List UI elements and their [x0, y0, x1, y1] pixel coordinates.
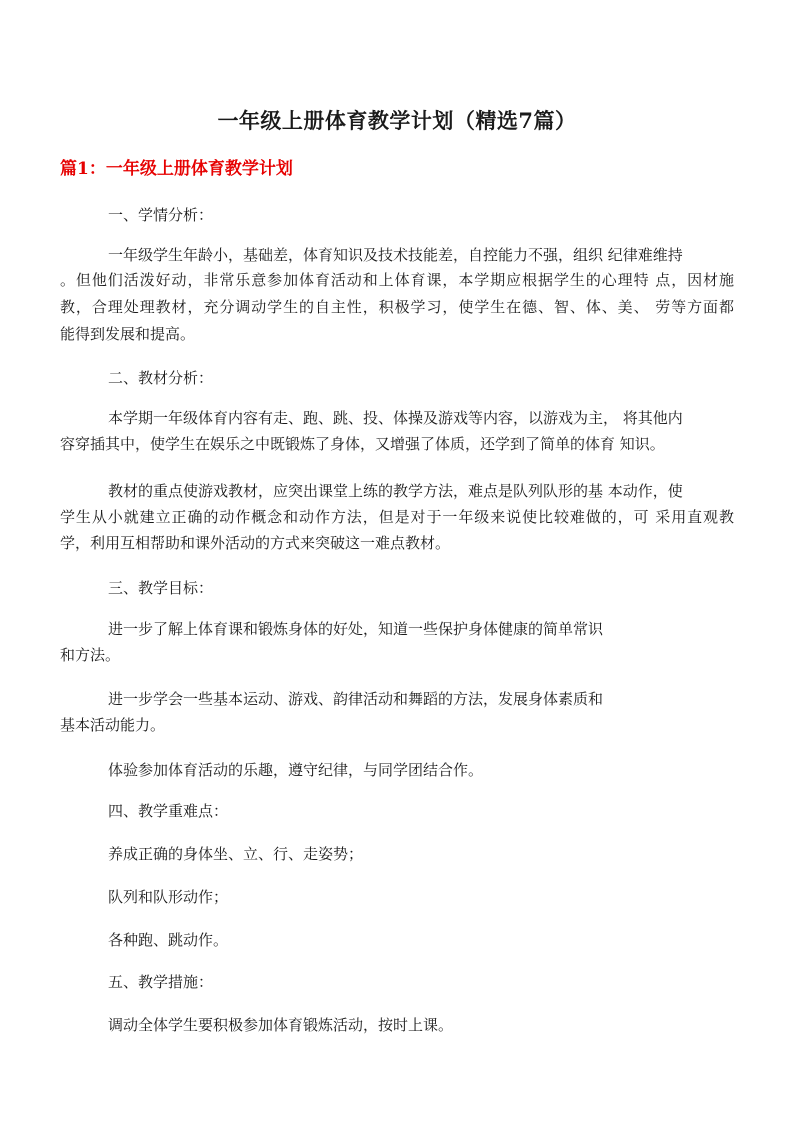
paragraph-line: 养成正确的身体坐、立、行、走姿势；	[108, 845, 364, 863]
paragraph-line: 队列和队形动作；	[108, 888, 229, 906]
paragraph-line: 学生从小就建立正确的动作概念和动作方法，但是对于一年级来说使比较难做的，可 采用直观教	[60, 508, 734, 526]
heading-key-points: 四、教学重难点：	[108, 802, 229, 820]
heading-teaching-goals: 三、教学目标：	[108, 579, 214, 597]
paragraph-line: 进一步了解上体育课和锻炼身体的好处，知道一些保护身体健康的简单常识	[108, 620, 604, 638]
document-title: 一年级上册体育教学计划（精选7篇）	[217, 108, 577, 133]
heading-material-analysis: 二、教材分析：	[108, 369, 214, 387]
paragraph-line: 。但他们活泼好动，非常乐意参加体育活动和上体育课，本学期应根据学生的心理特 点，因材施	[60, 271, 734, 289]
paragraph-line: 能得到发展和提高。	[60, 325, 196, 343]
paragraph-line: 教，合理处理教材，充分调动学生的自主性，积极学习，使学生在德、智、体、美、 劳等方面都	[60, 298, 734, 316]
paragraph-line: 本学期一年级体育内容有走、跑、跳、投、体操及游戏等内容，以游戏为主， 将其他内	[108, 409, 683, 427]
paragraph-line: 和方法。	[60, 646, 121, 664]
paragraph-line: 各种跑、跳动作。	[108, 931, 229, 949]
heading-teaching-measures: 五、教学措施：	[108, 973, 214, 991]
paragraph-line: 基本活动能力。	[60, 716, 166, 734]
paragraph-line: 体验参加体育活动的乐趣，遵守纪律，与同学团结合作。	[108, 761, 484, 779]
paragraph-line: 调动全体学生要积极参加体育锻炼活动，按时上课。	[108, 1016, 454, 1034]
section-title: 篇1：一年级上册体育教学计划	[60, 159, 293, 179]
paragraph-line: 一年级学生年龄小，基础差，体育知识及技术技能差，自控能力不强，组织 纪律难维持	[108, 246, 683, 264]
paragraph-line: 容穿插其中，使学生在娱乐之中既锻炼了身体，又增强了体质，还学到了简单的体育 知识。	[60, 435, 665, 453]
paragraph-line: 学，利用互相帮助和课外活动的方式来突破这一难点教材。	[60, 534, 451, 552]
heading-student-analysis: 一、学情分析：	[108, 206, 214, 224]
paragraph-line: 教材的重点使游戏教材，应突出课堂上练的教学方法，难点是队列队形的基 本动作，使	[108, 482, 683, 500]
paragraph-line: 进一步学会一些基本运动、游戏、韵律活动和舞蹈的方法，发展身体素质和	[108, 690, 604, 708]
